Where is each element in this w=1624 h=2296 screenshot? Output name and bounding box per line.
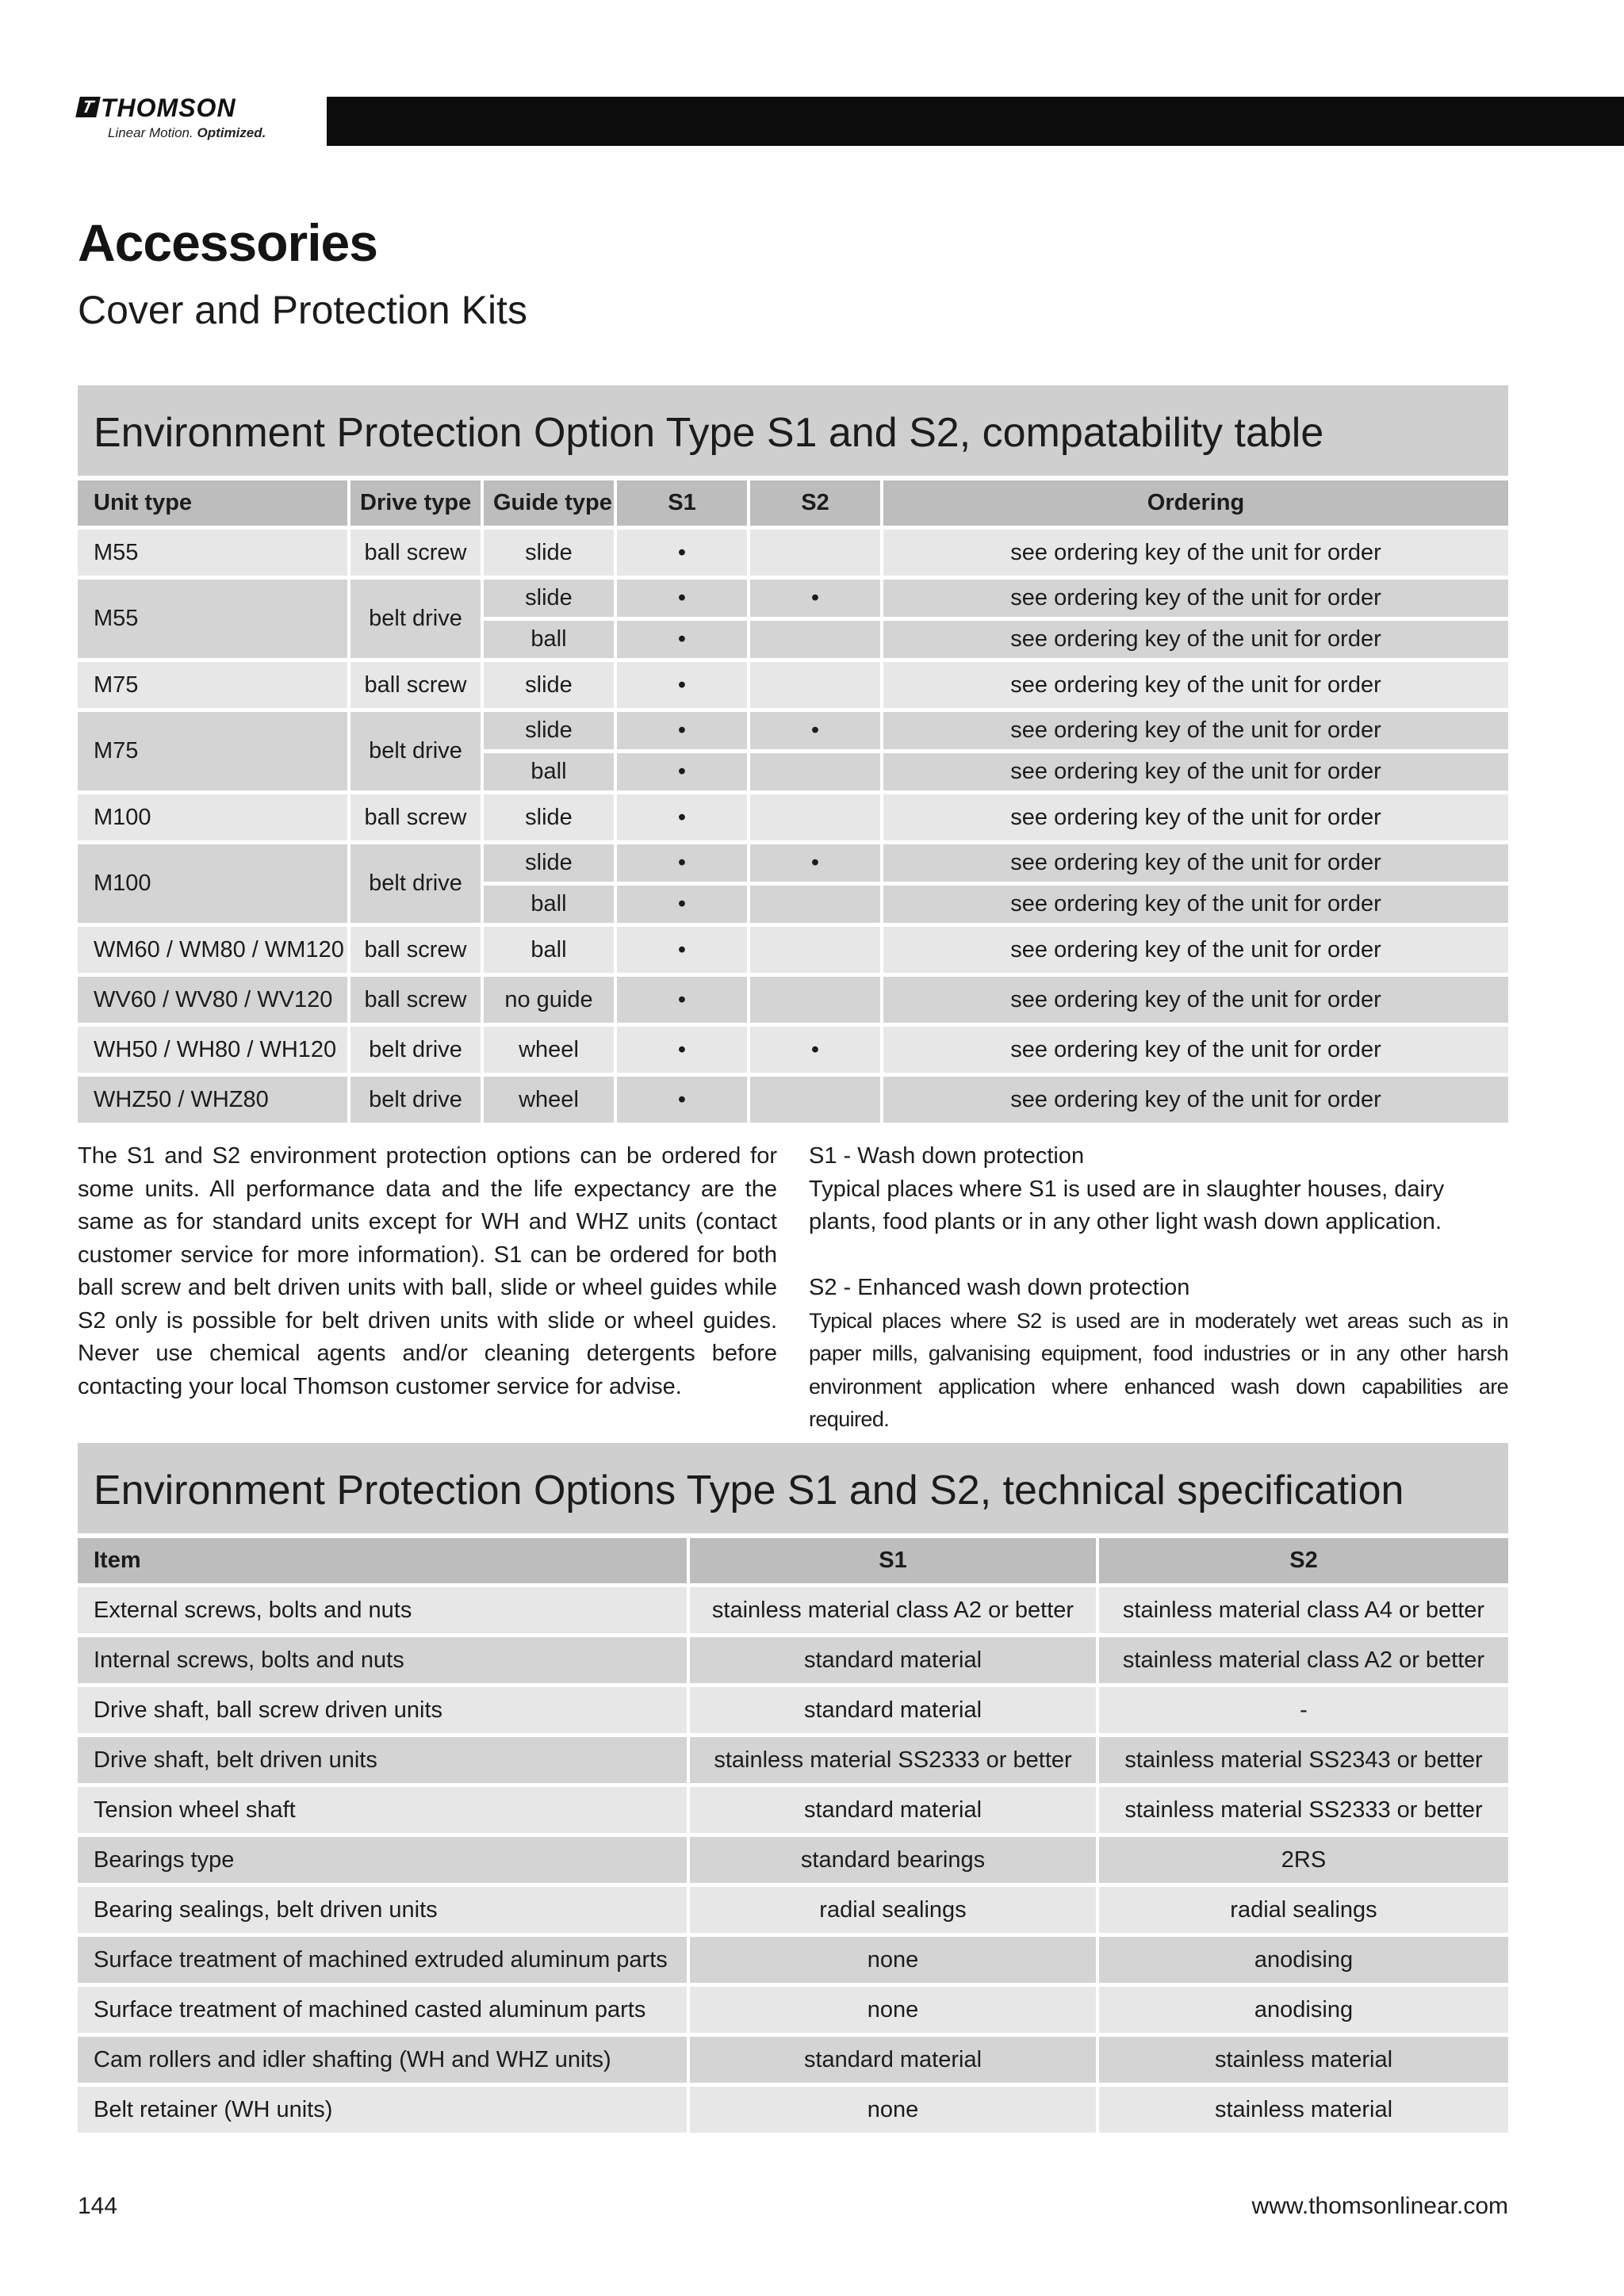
- col-header-s2: S2: [750, 480, 883, 530]
- s2-cell: •: [750, 580, 883, 621]
- specification-section: [78, 1443, 1508, 2137]
- s1-cell: •: [617, 977, 750, 1027]
- s1-cell: •: [617, 1077, 750, 1127]
- table-row: [78, 1987, 1508, 2037]
- tagline-prefix: Linear Motion.: [108, 125, 193, 140]
- footer-url: www.thomsonlinear.com: [1251, 2193, 1508, 2219]
- thomson-logo: [78, 94, 284, 149]
- s1-spec-cell: none: [690, 2087, 1099, 2137]
- s1-cell: •: [617, 530, 750, 580]
- col-header-ordering: Ordering: [883, 480, 1508, 530]
- options-description: The S1 and S2 environment protection options can be ordered for some units. All performance data and the life expectancy are the same as for standard units except for WH and WHZ units (contact customer service for more information). S1 can be ordered for both ball screw and belt driven units with ball, slide or wheel guides while S2 only is possible for belt driven units with slide or wheel guides. Never use chemical agents and/or cleaning detergents before contacting your local Thomson customer service for advise.: [78, 1143, 777, 1399]
- s2-spec-cell: stainless material SS2333 or better: [1099, 1787, 1508, 1837]
- table-row: [78, 2087, 1508, 2137]
- s1-cell: •: [617, 621, 750, 662]
- page-title: Accessories: [78, 213, 377, 272]
- table-row: [78, 530, 1508, 580]
- ordering-cell: see ordering key of the unit for order: [883, 580, 1508, 621]
- guide-type-cell: slide: [484, 580, 617, 621]
- ordering-cell: see ordering key of the unit for order: [883, 1077, 1508, 1127]
- s2-cell: [750, 662, 883, 712]
- unit-type-cell: M75: [78, 662, 350, 712]
- item-cell: Bearings type: [78, 1837, 690, 1887]
- s1-spec-cell: stainless material SS2333 or better: [690, 1737, 1099, 1787]
- table-row: [78, 1687, 1508, 1737]
- s2-spec-cell: 2RS: [1099, 1837, 1508, 1887]
- s1-spec-cell: standard material: [690, 1687, 1099, 1737]
- table-header-row: [78, 480, 1508, 530]
- unit-type-cell: WHZ50 / WHZ80: [78, 1077, 350, 1127]
- table-row: [78, 1787, 1508, 1837]
- s2-spec-cell: radial sealings: [1099, 1887, 1508, 1937]
- guide-type-cell: slide: [484, 844, 617, 886]
- item-cell: Internal screws, bolts and nuts: [78, 1637, 690, 1687]
- tagline-bold: Optimized.: [197, 125, 266, 140]
- logo-wordmark: [78, 94, 236, 122]
- table-row: [78, 1887, 1508, 1937]
- s1-cell: •: [617, 886, 750, 927]
- col-header-drive-type: Drive type: [350, 480, 484, 530]
- s2-spec-cell: stainless material: [1099, 2037, 1508, 2087]
- s2-cell: •: [750, 712, 883, 753]
- table-row: [78, 844, 1508, 886]
- s1-spec-cell: standard material: [690, 2037, 1099, 2087]
- item-cell: Bearing sealings, belt driven units: [78, 1887, 690, 1937]
- col-header-s1: S1: [690, 1538, 1099, 1587]
- s2-cell: [750, 886, 883, 927]
- specification-heading: Environment Protection Options Type S1 and S2, technical specification: [78, 1443, 1508, 1533]
- ordering-cell: see ordering key of the unit for order: [883, 977, 1508, 1027]
- s1-spec-cell: none: [690, 1937, 1099, 1987]
- table-header-row: [78, 1538, 1508, 1587]
- guide-type-cell: no guide: [484, 977, 617, 1027]
- ordering-cell: see ordering key of the unit for order: [883, 794, 1508, 844]
- header-bar: [327, 97, 1624, 146]
- guide-type-cell: wheel: [484, 1027, 617, 1077]
- item-cell: Surface treatment of machined casted aluminum parts: [78, 1987, 690, 2037]
- compatibility-table: [78, 480, 1508, 1127]
- s2-spec-cell: stainless material SS2343 or better: [1099, 1737, 1508, 1787]
- table-row: [78, 580, 1508, 621]
- guide-type-cell: slide: [484, 530, 617, 580]
- s1-spec-cell: standard material: [690, 1787, 1099, 1837]
- drive-type-cell: ball screw: [350, 794, 484, 844]
- table-row: [78, 1587, 1508, 1637]
- table-row: [78, 2037, 1508, 2087]
- col-header-s1: S1: [617, 480, 750, 530]
- drive-type-cell: belt drive: [350, 580, 484, 662]
- unit-type-cell: M100: [78, 844, 350, 927]
- s2-spec-cell: stainless material class A2 or better: [1099, 1637, 1508, 1687]
- table-row: [78, 712, 1508, 753]
- col-header-item: Item: [78, 1538, 690, 1587]
- table-row: [78, 927, 1508, 977]
- s2-spec-cell: anodising: [1099, 1937, 1508, 1987]
- options-definitions: [809, 1140, 1508, 1437]
- s2-cell: •: [750, 844, 883, 886]
- compatibility-heading: Environment Protection Option Type S1 and S2, compatability table: [78, 385, 1508, 476]
- s1-cell: •: [617, 927, 750, 977]
- ordering-cell: see ordering key of the unit for order: [883, 927, 1508, 977]
- s2-spec-cell: -: [1099, 1687, 1508, 1737]
- s1-text: Typical places where S1 is used are in slaughter houses, dairy plants, food plants or in any other light wash down application.: [809, 1176, 1445, 1234]
- col-header-s2: S2: [1099, 1538, 1508, 1587]
- drive-type-cell: ball screw: [350, 662, 484, 712]
- ordering-cell: see ordering key of the unit for order: [883, 621, 1508, 662]
- item-cell: Surface treatment of machined extruded aluminum parts: [78, 1937, 690, 1987]
- col-header-guide-type: Guide type: [484, 480, 617, 530]
- guide-type-cell: ball: [484, 886, 617, 927]
- table-row: [78, 1937, 1508, 1987]
- s2-cell: [750, 927, 883, 977]
- table-row: [78, 1027, 1508, 1077]
- guide-type-cell: slide: [484, 662, 617, 712]
- s1-spec-cell: stainless material class A2 or better: [690, 1587, 1099, 1637]
- guide-type-cell: slide: [484, 794, 617, 844]
- col-header-unit-type: Unit type: [78, 480, 350, 530]
- guide-type-cell: ball: [484, 621, 617, 662]
- table-row: [78, 662, 1508, 712]
- page-number: 144: [78, 2193, 118, 2219]
- s1-spec-cell: radial sealings: [690, 1887, 1099, 1937]
- drive-type-cell: ball screw: [350, 530, 484, 580]
- s2-text: Typical places where S2 is used are in moderately wet areas such as in paper mills, galvanising equipment, food industries or in any other harsh environment application where enhanced wash down capabilities are required.: [809, 1308, 1508, 1431]
- logo-mark-icon: T: [75, 97, 101, 117]
- s2-spec-cell: stainless material: [1099, 2087, 1508, 2137]
- page-subtitle: Cover and Protection Kits: [78, 288, 527, 332]
- s2-cell: [750, 1077, 883, 1127]
- s1-cell: •: [617, 712, 750, 753]
- unit-type-cell: M55: [78, 530, 350, 580]
- s1-cell: •: [617, 1027, 750, 1077]
- table-row: [78, 794, 1508, 844]
- table-row: [78, 977, 1508, 1027]
- brand-name: THOMSON: [101, 94, 236, 122]
- drive-type-cell: belt drive: [350, 1027, 484, 1077]
- table-row: [78, 1737, 1508, 1787]
- table-row: [78, 1637, 1508, 1687]
- s2-spec-cell: stainless material class A4 or better: [1099, 1587, 1508, 1637]
- item-cell: Belt retainer (WH units): [78, 2087, 690, 2137]
- guide-type-cell: ball: [484, 927, 617, 977]
- item-cell: Tension wheel shaft: [78, 1787, 690, 1837]
- s1-cell: •: [617, 753, 750, 794]
- drive-type-cell: belt drive: [350, 712, 484, 794]
- item-cell: External screws, bolts and nuts: [78, 1587, 690, 1637]
- s1-title: S1 - Wash down protection: [809, 1143, 1085, 1169]
- item-cell: Drive shaft, belt driven units: [78, 1737, 690, 1787]
- table-row: [78, 1837, 1508, 1887]
- s1-cell: •: [617, 662, 750, 712]
- ordering-cell: see ordering key of the unit for order: [883, 712, 1508, 753]
- ordering-cell: see ordering key of the unit for order: [883, 662, 1508, 712]
- unit-type-cell: M75: [78, 712, 350, 794]
- s1-cell: •: [617, 794, 750, 844]
- s2-cell: [750, 753, 883, 794]
- ordering-cell: see ordering key of the unit for order: [883, 844, 1508, 886]
- brand-tagline: [108, 125, 266, 141]
- guide-type-cell: ball: [484, 753, 617, 794]
- ordering-cell: see ordering key of the unit for order: [883, 1027, 1508, 1077]
- s2-cell: [750, 977, 883, 1027]
- unit-type-cell: WM60 / WM80 / WM120: [78, 927, 350, 977]
- drive-type-cell: belt drive: [350, 1077, 484, 1127]
- ordering-cell: see ordering key of the unit for order: [883, 886, 1508, 927]
- unit-type-cell: WV60 / WV80 / WV120: [78, 977, 350, 1027]
- s2-cell: [750, 794, 883, 844]
- table-row: [78, 1077, 1508, 1127]
- s1-cell: •: [617, 580, 750, 621]
- s1-spec-cell: none: [690, 1987, 1099, 2037]
- unit-type-cell: M100: [78, 794, 350, 844]
- drive-type-cell: belt drive: [350, 844, 484, 927]
- ordering-cell: see ordering key of the unit for order: [883, 753, 1508, 794]
- specification-table: [78, 1538, 1508, 2137]
- s1-spec-cell: standard bearings: [690, 1837, 1099, 1887]
- s2-cell: [750, 530, 883, 580]
- guide-type-cell: wheel: [484, 1077, 617, 1127]
- s2-spec-cell: anodising: [1099, 1987, 1508, 2037]
- unit-type-cell: WH50 / WH80 / WH120: [78, 1027, 350, 1077]
- s1-cell: •: [617, 844, 750, 886]
- unit-type-cell: M55: [78, 580, 350, 662]
- item-cell: Drive shaft, ball screw driven units: [78, 1687, 690, 1737]
- s1-spec-cell: standard material: [690, 1637, 1099, 1687]
- guide-type-cell: slide: [484, 712, 617, 753]
- drive-type-cell: ball screw: [350, 977, 484, 1027]
- drive-type-cell: ball screw: [350, 927, 484, 977]
- s2-cell: [750, 621, 883, 662]
- s2-cell: •: [750, 1027, 883, 1077]
- compatibility-section: [78, 385, 1508, 1127]
- ordering-cell: see ordering key of the unit for order: [883, 530, 1508, 580]
- s2-title: S2 - Enhanced wash down protection: [809, 1275, 1190, 1300]
- item-cell: Cam rollers and idler shafting (WH and WHZ units): [78, 2037, 690, 2087]
